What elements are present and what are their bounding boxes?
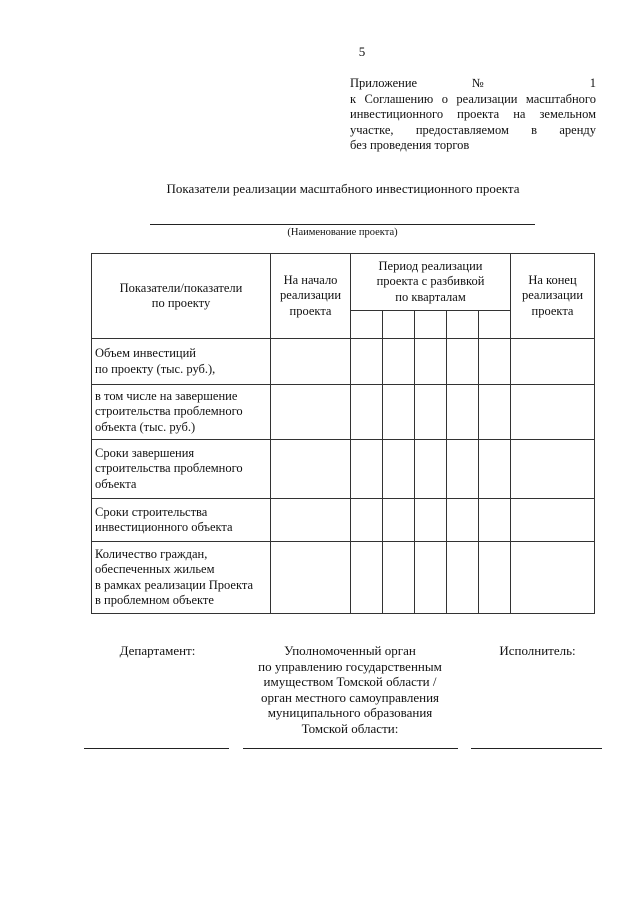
- project-name-caption: (Наименование проекта): [287, 227, 398, 238]
- table-row: [92, 339, 595, 385]
- table-cell: [383, 542, 415, 614]
- signature-line-department: [84, 748, 229, 749]
- table-cell: [511, 385, 595, 440]
- table-cell: [383, 440, 415, 499]
- table-cell: [511, 440, 595, 499]
- table-cell: [271, 499, 351, 542]
- appendix-line: без проведения торгов: [350, 138, 470, 152]
- row-label: Сроки завершения строительства проблемного объекта: [92, 440, 271, 499]
- table-cell: [447, 339, 479, 385]
- table-cell: [479, 542, 511, 614]
- page-number: 5: [358, 44, 366, 59]
- row-label: Количество граждан, обеспеченных жильем в рамках реализации Проекта в проблемном объекте: [92, 542, 271, 614]
- row-label: Объем инвестиций по проекту (тыс. руб.),: [92, 339, 271, 385]
- table-cell: [351, 385, 383, 440]
- table-cell: [447, 385, 479, 440]
- table-cell: [351, 499, 383, 542]
- table-cell: [271, 440, 351, 499]
- table-cell: [479, 440, 511, 499]
- header-start: На начало реализации проекта: [271, 254, 351, 339]
- table-row: [92, 542, 595, 614]
- appendix-line: Приложение № 1: [350, 76, 596, 90]
- row-label: в том числе на завершение строительства проблемного объекта (тыс. руб.): [92, 385, 271, 440]
- appendix-line: к Соглашению о реализации масштабного: [350, 91, 596, 106]
- table-cell: [479, 499, 511, 542]
- header-period: Период реализации проекта с разбивкой по кварталам: [351, 254, 511, 311]
- table-cell: [511, 339, 595, 385]
- table-cell: [383, 339, 415, 385]
- signature-line-executor: [471, 748, 602, 749]
- appendix-heading: [350, 76, 596, 154]
- table-cell: [271, 339, 351, 385]
- header-end: На конец реализации проекта: [511, 254, 595, 339]
- signature-authority: Уполномоченный орган по управлению государственным имуществом Томской области / орган местного самоуправления муниципального образования Томской области:: [258, 643, 442, 736]
- quarter-cell: [415, 311, 447, 339]
- row-label: Сроки строительства инвестиционного объекта: [92, 499, 271, 542]
- table-cell: [415, 385, 447, 440]
- table-cell: [415, 542, 447, 614]
- document-title: Показатели реализации масштабного инвестиционного проекта: [166, 181, 520, 196]
- table-cell: [415, 440, 447, 499]
- table-row: [92, 499, 595, 542]
- table-cell: [383, 385, 415, 440]
- quarter-cell: [383, 311, 415, 339]
- table-row: [92, 440, 595, 499]
- quarter-cell: [479, 311, 511, 339]
- table-cell: [271, 542, 351, 614]
- table-cell: [351, 440, 383, 499]
- table-cell: [415, 499, 447, 542]
- table-cell: [511, 499, 595, 542]
- table-row: [92, 385, 595, 440]
- quarter-cell: [351, 311, 383, 339]
- signature-department: Департамент:: [119, 643, 196, 658]
- project-name-line: [150, 224, 535, 225]
- table-cell: [271, 385, 351, 440]
- table-cell: [479, 385, 511, 440]
- signature-executor: Исполнитель:: [499, 643, 576, 658]
- appendix-line: инвестиционного проекта на земельном: [350, 107, 596, 121]
- table-cell: [479, 339, 511, 385]
- table-cell: [511, 542, 595, 614]
- table-cell: [447, 440, 479, 499]
- table-cell: [447, 499, 479, 542]
- signature-line-authority: [243, 748, 458, 749]
- table-cell: [351, 339, 383, 385]
- table-cell: [447, 542, 479, 614]
- appendix-line: участке, предоставляемом в аренду: [350, 122, 596, 137]
- indicators-table: [91, 253, 595, 614]
- table-cell: [383, 499, 415, 542]
- quarter-cell: [447, 311, 479, 339]
- header-indicators: Показатели/показатели по проекту: [92, 254, 271, 339]
- table-cell: [351, 542, 383, 614]
- table-cell: [415, 339, 447, 385]
